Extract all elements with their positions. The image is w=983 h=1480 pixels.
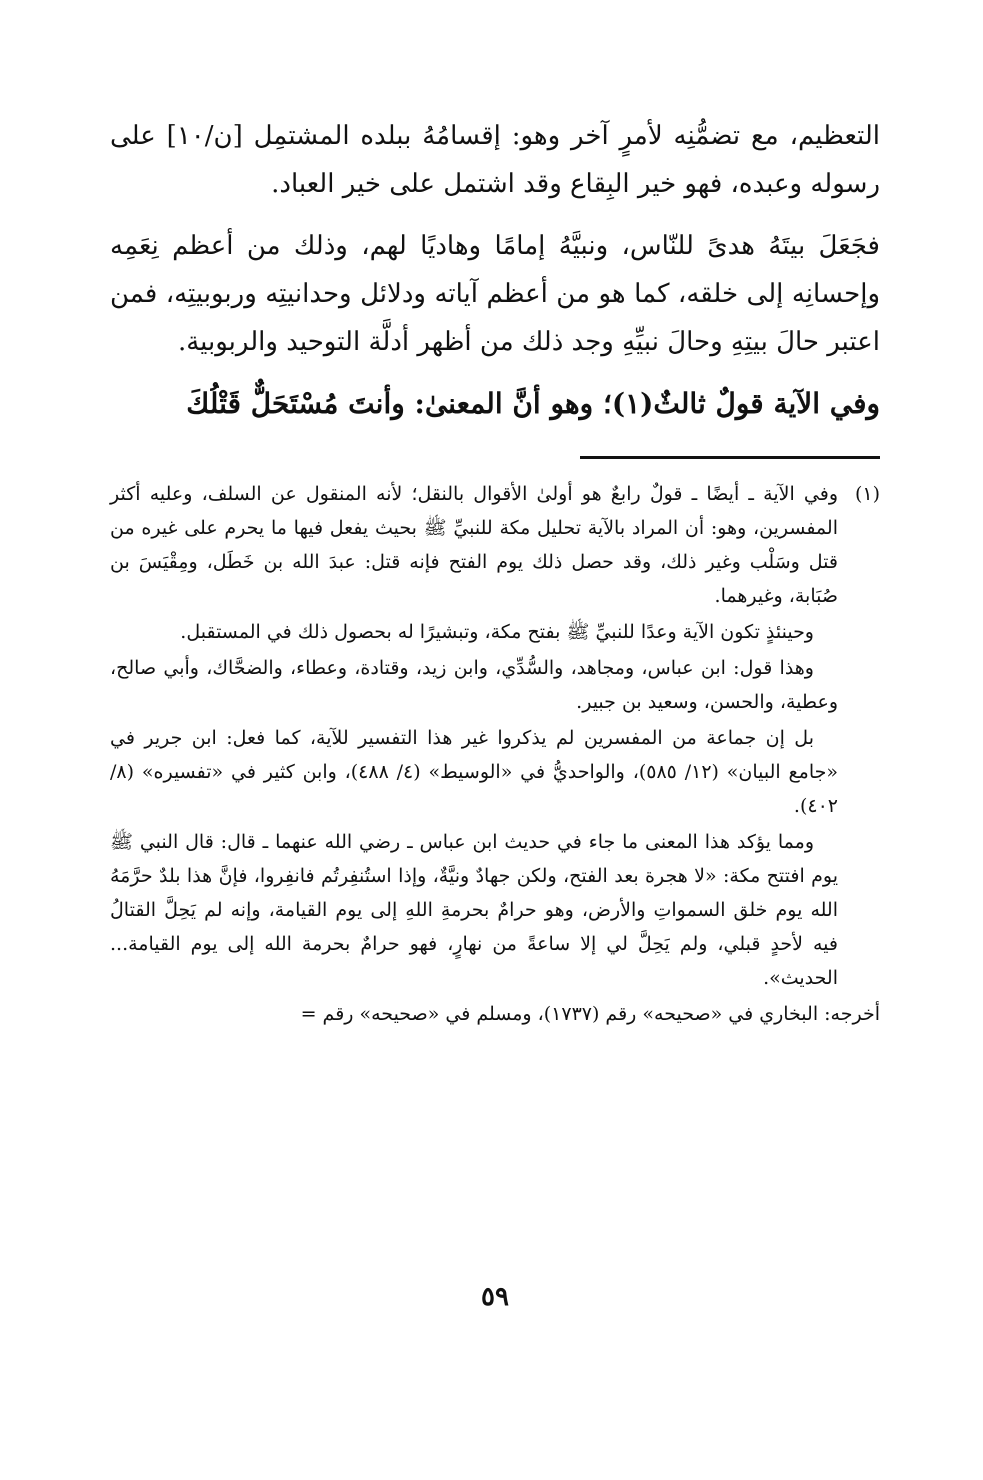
main-paragraph-lead: وفي الآية قولٌ ثالثٌ(١)؛ وهو أنَّ المعنىٰ: وأنتَ مُسْتَحَلٌّ قَتْلُكَ xyxy=(186,387,880,420)
footnote-separator xyxy=(580,456,880,459)
book-page xyxy=(110,112,880,1442)
footnote-paragraph-continued: أخرجه: البخاري في «صحيحه» رقم (١٧٣٧)، ومسلم في «صحيحه» رقم = xyxy=(300,1003,880,1025)
footnote-paragraph: وفي الآية ـ أيضًا ـ قولٌ رابعٌ هو أولىٰ الأقوال بالنقل؛ لأنه المنقول عن السلف، وعليه أكثر المفسرين، وهو: أن المراد بالآية تحليل مكة للنبيِّ ﷺ بحيث يفعل فيها ما يحرم على غيره من قتل وسَلْب وغير ذلك، وقد حصل ذلك يوم الفتح فإنه قتل: عبدَ الله بن خَطَل، ومِقْيَسَ بن صُبَابة، وغيرهما. xyxy=(110,483,838,607)
footnote-number: (١) xyxy=(854,483,880,505)
main-paragraph: التعظيم، مع تضمُّنِه لأمرٍ آخر وهو: إقسامُهُ ببلده المشتمِل [ن/١٠] على رسوله وعبده، فهو خير البِقاع وقد اشتمل على خير العباد. xyxy=(110,121,881,199)
footnote-paragraph: وحينئذٍ تكون الآية وعدًا للنبيِّ ﷺ بفتح مكة، وتبشيرًا له بحصول ذلك في المستقبل. xyxy=(180,621,814,643)
footnote-paragraph: بل إن جماعة من المفسرين لم يذكروا غير هذا التفسير للآية، كما فعل: ابن جرير في «جامع البيان» (١٢/ ٥٨٥)، والواحديُّ في «الوسيط» (٤/ ٤٨٨)، وابن كثير في «تفسيره» (٨/ ٤٠٢). xyxy=(110,727,838,817)
main-paragraph: فجَعَلَ بيتَهُ هدىً للنّاس، ونبيَّهُ إمامًا وهاديًا لهم، وذلك من أعظم نِعَمِه وإحسانِه إلى خلقه، كما هو من أعظم آياته ودلائل وحدانيتِه وربوبيتِه، فمن اعتبر حالَ بيتِهِ وحالَ نبيِّهِ وجد ذلك من أظهر أدلَّة التوحيد والربوبية. xyxy=(110,231,880,357)
footnote-paragraph: وهذا قول: ابن عباس، ومجاهد، والسُّدِّي، وابن زيد، وقتادة، وعطاء، والضحَّاك، وأبي صالح، وعطية، والحسن، وسعيد بن جبير. xyxy=(110,657,838,713)
main-text xyxy=(110,112,880,428)
page-number: ٥٩ xyxy=(481,1282,509,1312)
footnotes xyxy=(110,477,880,1031)
footnote-paragraph: ومما يؤكد هذا المعنى ما جاء في حديث ابن عباس ـ رضي الله عنهما ـ قال: قال النبي ﷺ يوم افتتح مكة: «لا هجرة بعد الفتح، ولكن جهادٌ ونيَّةٌ، وإذا استُنفِرتُم فانفِروا، فإنَّ هذا بلدٌ حرَّمَهُ الله يوم خلق السمواتِ والأرض، وهو حرامٌ بحرمةِ اللهِ إلى يوم القيامة، وإنه لم يَحِلَّ القتالُ فيه لأحدٍ قبلي، ولم يَحِلَّ لي إلا ساعةً من نهارٍ، فهو حرامٌ بحرمة الله إلى يوم القيامة... الحديث». xyxy=(110,831,838,989)
